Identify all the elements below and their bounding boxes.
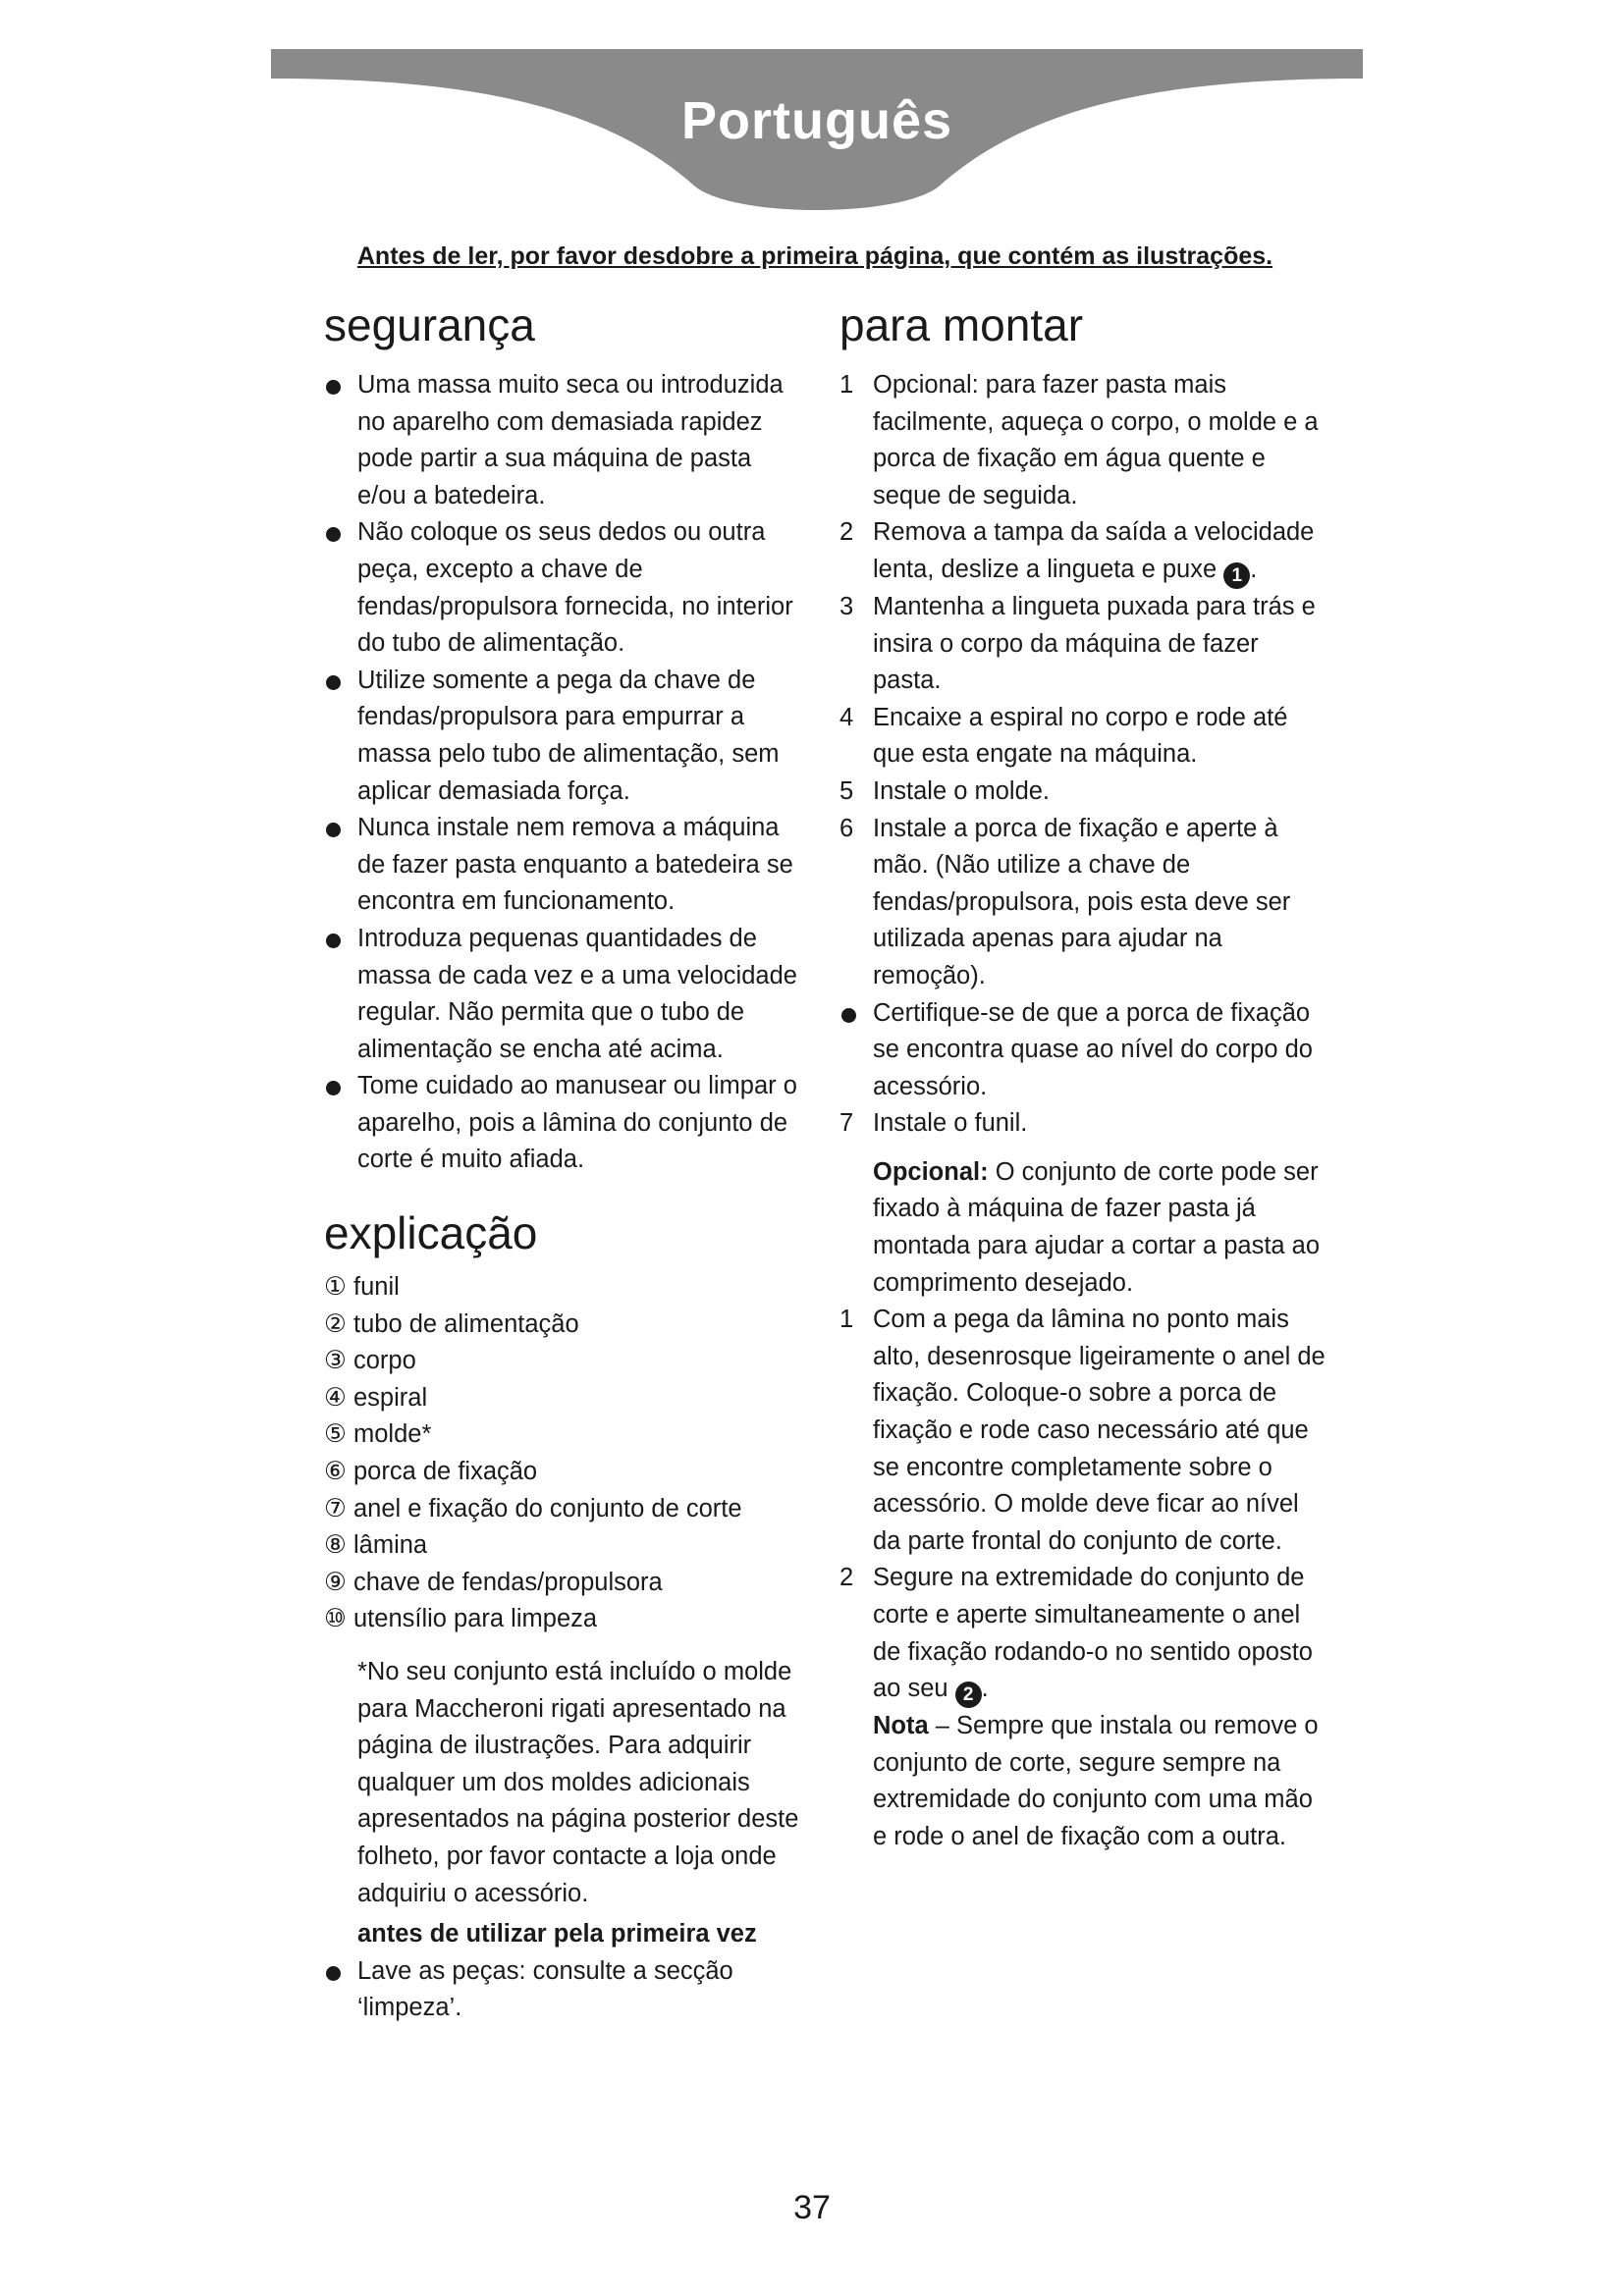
list-item <box>324 1491 805 1528</box>
step-text: Com a pega da lâmina no ponto mais alto, desenrosque ligeiramente o anel de fixação. Coloque-o sobre a porca de fixação e rode caso necessário até que se encontre completamente sobre o acessório. O molde deve ficar ao nível da parte frontal do conjunto de corte. <box>873 1306 1326 1555</box>
figure-ref-badge: 1 <box>1223 562 1250 589</box>
page-number: 37 <box>793 2189 831 2226</box>
part-number: ⑥ <box>324 1458 347 1486</box>
list-item: Nunca instale nem remova a máquina de fazer pasta enquanto a batedeira se encontra em funcionamento. <box>324 810 805 921</box>
list-item <box>324 1380 805 1417</box>
step-text: Encaixe a espiral no corpo e rode até que esta engate na máquina. <box>873 703 1288 769</box>
step-text: Instale o funil. <box>873 1109 1028 1138</box>
step <box>839 367 1330 514</box>
step-text: Opcional: para fazer pasta mais facilmente, aqueça o corpo, o molde e a porca de fixação em água quente e seque de seguida. <box>873 371 1319 509</box>
step-text: Mantenha a lingueta puxada para trás e insira o corpo da máquina de fazer pasta. <box>873 592 1316 695</box>
step-number: 7 <box>839 1109 854 1138</box>
step-number: 2 <box>839 518 854 547</box>
list-item <box>324 1565 805 1602</box>
unfold-notice: Antes de ler, por favor desdobre a primeira página, que contém as ilustrações. <box>356 242 1273 270</box>
heading-antes-de-utilizar: antes de utilizar pela primeira vez <box>357 1920 757 1949</box>
list-item <box>324 1416 805 1454</box>
heading-seguranca: segurança <box>324 299 535 350</box>
list-item: Introduza pequenas quantidades de massa de cada vez e a uma velocidade regular. Não permita que o tubo de alimentação se encha até acima. <box>324 921 805 1068</box>
list-item: Uma massa muito seca ou introduzida no aparelho com demasiada rapidez pode partir a sua máquina de pasta e/ou a batedeira. <box>324 367 805 514</box>
part-number: ④ <box>324 1383 347 1412</box>
step <box>839 1302 1330 1560</box>
part-number: ⑧ <box>324 1531 347 1560</box>
part-label: espiral <box>353 1383 428 1412</box>
part-number: ① <box>324 1273 347 1302</box>
footnote: *No seu conjunto está incluído o molde para Maccheroni rigati apresentado na página de ilustrações. Para adquirir qualquer um dos moldes adicionais apresentados na página posterior deste folheto, por favor contacte a loja onde adquiriu o acessório. <box>357 1658 799 1907</box>
step <box>839 589 1330 700</box>
cutter-steps <box>839 1302 1330 1708</box>
list-item <box>324 1454 805 1491</box>
part-label: corpo <box>353 1347 416 1375</box>
safety-list <box>324 367 805 1179</box>
step-text: Instale o molde. <box>873 776 1051 805</box>
step <box>839 774 1330 811</box>
list-item: Utilize somente a pega da chave de fendas/propulsora para empurrar a massa pelo tubo de alimentação, sem aplicar demasiada força. <box>324 663 805 810</box>
language-banner <box>271 49 1363 222</box>
figure-ref-badge: 2 <box>955 1682 982 1708</box>
step <box>839 1105 1330 1143</box>
heading-para-montar: para montar <box>839 299 1084 350</box>
heading-explicacao: explicação <box>324 1207 538 1259</box>
list-item <box>324 1527 805 1565</box>
step-number: 1 <box>839 371 854 399</box>
list-item <box>324 1601 805 1638</box>
right-column <box>839 294 1330 1856</box>
note-label: Nota <box>873 1712 929 1740</box>
part-label: tubo de alimentação <box>353 1309 579 1338</box>
part-number: ③ <box>324 1347 347 1375</box>
list-item <box>324 1343 805 1380</box>
part-label: utensílio para limpeza <box>353 1605 598 1633</box>
note <box>839 1708 1330 1855</box>
parts-list <box>324 1269 805 1638</box>
step-number: 2 <box>839 1564 854 1592</box>
list-item: Tome cuidado ao manusear ou limpar o aparelho, pois a lâmina do conjunto de corte é muito afiada. <box>324 1068 805 1179</box>
step-number: 5 <box>839 776 854 805</box>
part-number: ② <box>324 1309 347 1338</box>
part-number: ⑤ <box>324 1420 347 1449</box>
left-column <box>324 294 805 2027</box>
part-label: funil <box>353 1273 400 1302</box>
step <box>839 700 1330 774</box>
step <box>839 811 1330 995</box>
part-label: chave de fendas/propulsora <box>353 1568 663 1596</box>
part-number: ⑦ <box>324 1494 347 1522</box>
step-text: Segure na extremidade do conjunto de corte e aperte simultaneamente o anel de fixação rodando-o no sentido oposto ao seu <box>873 1564 1313 1703</box>
step-number: 4 <box>839 703 854 731</box>
part-number: ⑨ <box>324 1568 347 1596</box>
step-text: Remova a tampa da saída a velocidade lenta, deslize a lingueta e puxe <box>873 518 1315 583</box>
part-label: anel e fixação do conjunto de corte <box>353 1494 742 1522</box>
step-number: 6 <box>839 814 854 842</box>
list-item: Não coloque os seus dedos ou outra peça, excepto a chave de fendas/propulsora fornecida, no interior do tubo de alimentação. <box>324 514 805 662</box>
note-text: – Sempre que instala ou remove o conjunto de corte, segure sempre na extremidade do conjunto com uma mão e rode o anel de fixação com a outra. <box>873 1712 1319 1850</box>
part-label: molde* <box>353 1420 432 1449</box>
banner-title: Português <box>680 91 953 150</box>
optional-label: Opcional: <box>873 1157 989 1186</box>
assembly-steps <box>839 367 1330 1143</box>
list-item: Certifique-se de que a porca de fixação se encontra quase ao nível do corpo do acessório. <box>839 995 1330 1106</box>
step: 2 Remova a tampa da saída a velocidade lenta, deslize a lingueta e puxe 1 . <box>839 514 1330 589</box>
optional-text: O conjunto de corte pode ser fixado à máquina de fazer pasta já montada para ajudar a cortar a pasta ao comprimento desejado. <box>873 1157 1321 1297</box>
part-number: ⑩ <box>324 1605 347 1633</box>
step-number: 1 <box>839 1306 854 1334</box>
step-text: Instale a porca de fixação e aperte à mão. (Não utilize a chave de fendas/propulsora, pois esta deve ser utilizada apenas para ajudar na remoção). <box>873 814 1291 989</box>
part-label: porca de fixação <box>353 1458 538 1486</box>
list-item <box>324 1269 805 1307</box>
part-label: lâmina <box>353 1531 428 1560</box>
step-number: 3 <box>839 592 854 620</box>
list-item <box>324 1307 805 1344</box>
list-item: Lave as peças: consulte a secção ‘limpeza’. <box>324 1953 805 2027</box>
optional-note <box>839 1154 1330 1302</box>
step: 2 Segure na extremidade do conjunto de corte e aperte simultaneamente o anel de fixação rodando-o no sentido oposto ao seu 2 . <box>839 1560 1330 1708</box>
